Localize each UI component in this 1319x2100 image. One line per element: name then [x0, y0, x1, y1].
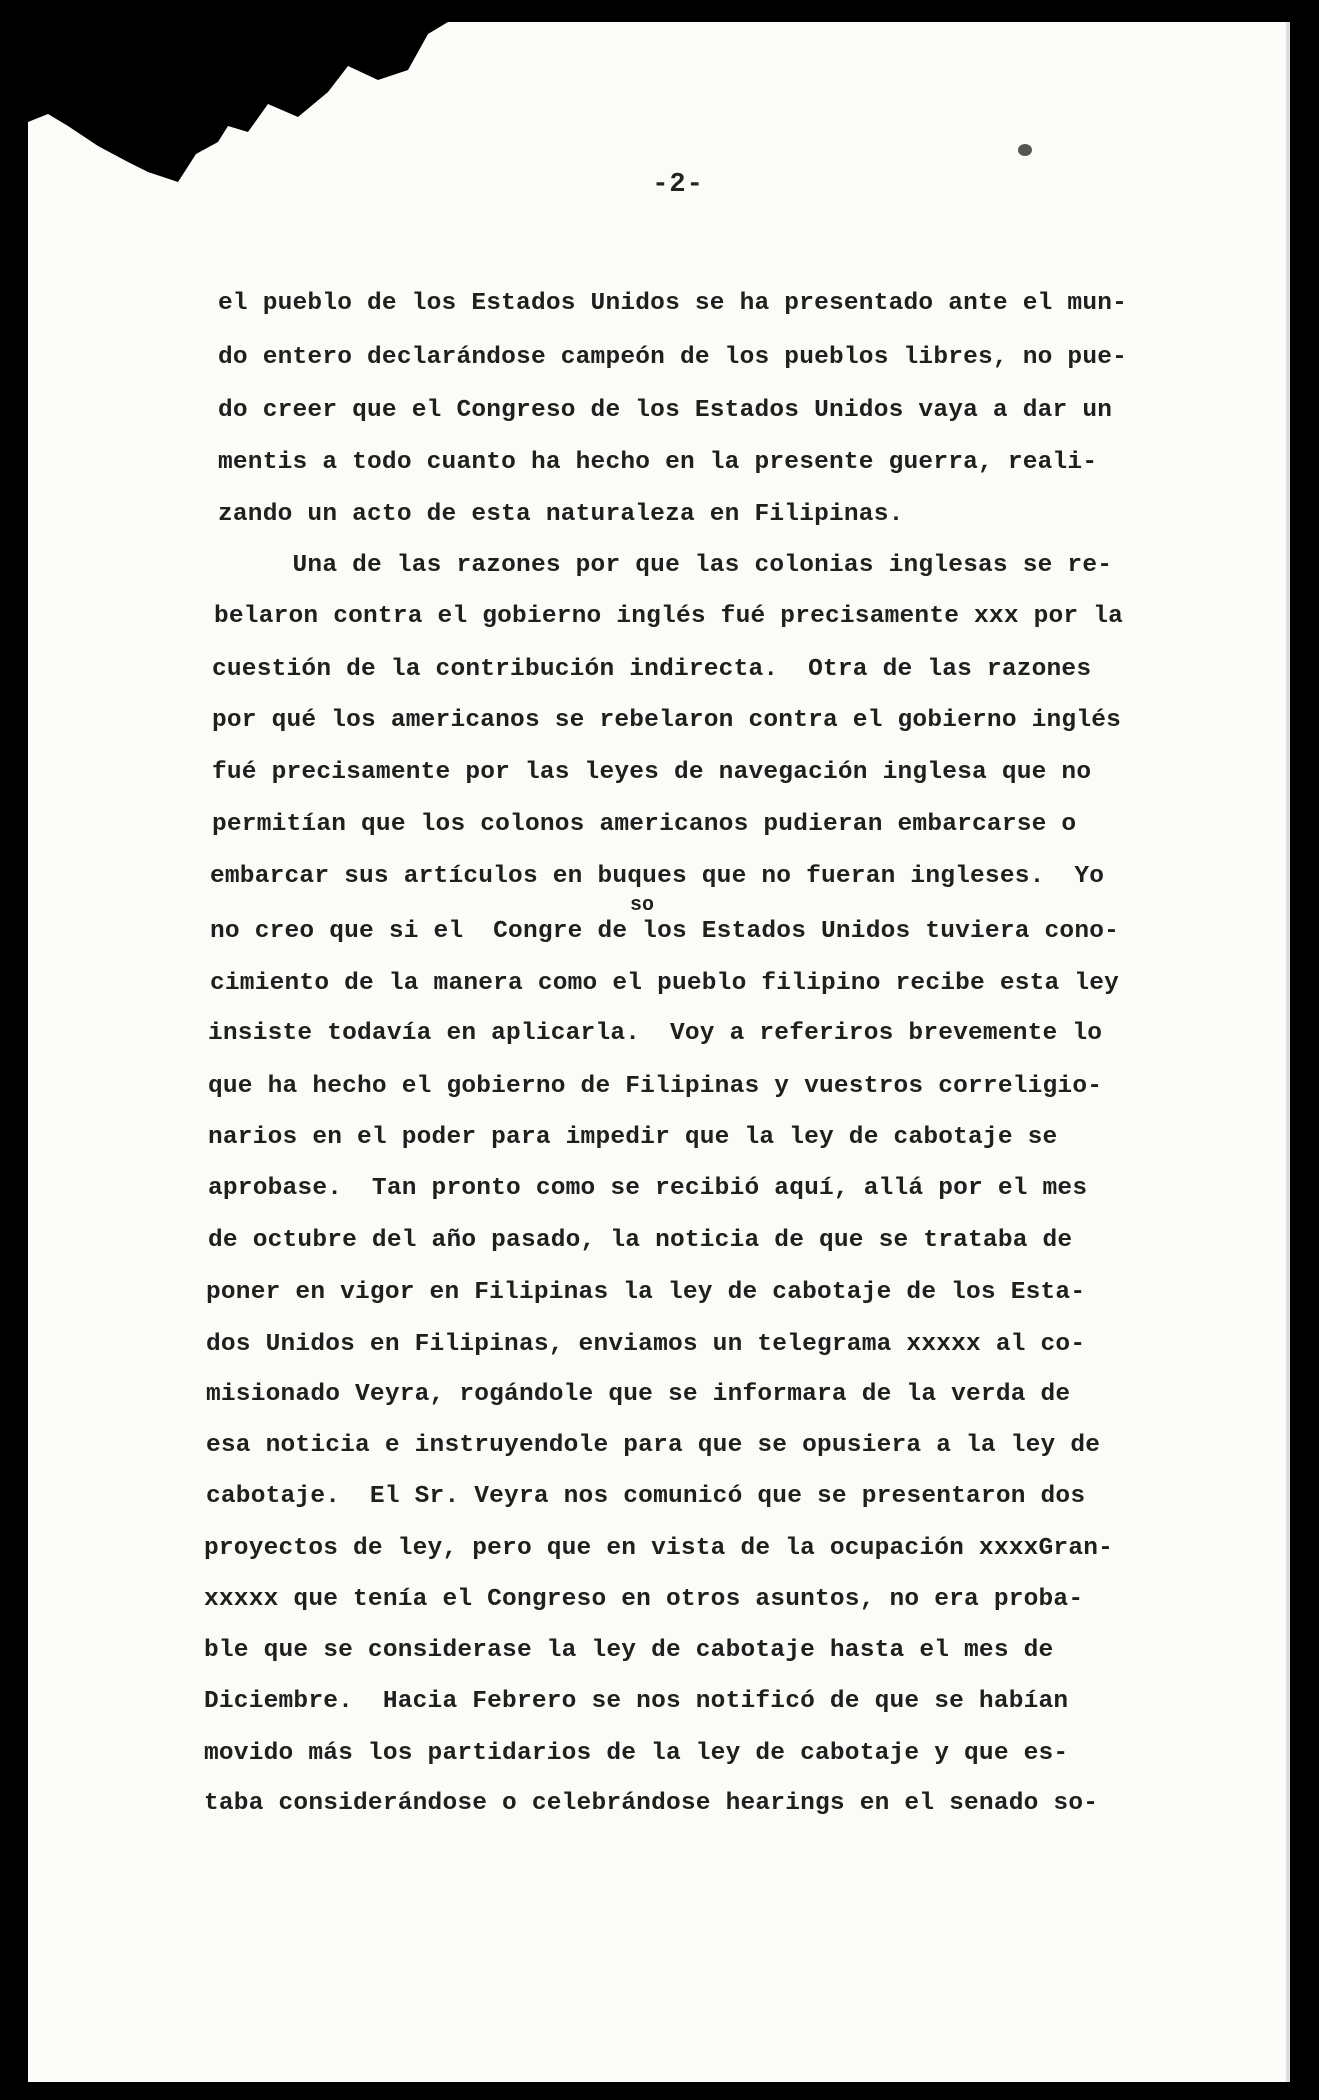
- text-line: proyectos de ley, pero que en vista de la ocupación xxxxGran-: [204, 1535, 1114, 1562]
- text-line: que ha hecho el gobierno de Filipinas y vuestros correligio-: [208, 1073, 1103, 1100]
- document-page: [28, 22, 1290, 2082]
- text-line: movido más los partidarios de la ley de cabotaje y que es-: [204, 1740, 1069, 1767]
- text-line: xxxxx que tenía el Congreso en otros asuntos, no era proba-: [204, 1586, 1084, 1613]
- text-line: do entero declarándose campeón de los pueblos libres, no pue-: [218, 344, 1128, 371]
- text-line: zando un acto de esta naturaleza en Filipinas.: [218, 501, 904, 528]
- text-line: misionado Veyra, rogándole que se informara de la verda de: [206, 1381, 1071, 1408]
- text-line: belaron contra el gobierno inglés fué precisamente xxx por la: [214, 603, 1124, 630]
- text-line: Una de las razones por que las colonias inglesas se re-: [218, 552, 1113, 579]
- text-line: do creer que el Congreso de los Estados Unidos vaya a dar un: [218, 397, 1113, 424]
- text-line: fué precisamente por las leyes de navegación inglesa que no: [212, 759, 1092, 786]
- text-line: cabotaje. El Sr. Veyra nos comunicó que se presentaron dos: [206, 1483, 1086, 1510]
- text-line: el pueblo de los Estados Unidos se ha presentado ante el mun-: [218, 290, 1128, 317]
- text-line: de octubre del año pasado, la noticia de que se trataba de: [208, 1227, 1073, 1254]
- text-line: cuestión de la contribución indirecta. Otra de las razones: [212, 656, 1092, 683]
- page-edge: [1286, 22, 1290, 2082]
- text-line: dos Unidos en Filipinas, enviamos un telegrama xxxxx al co-: [206, 1331, 1086, 1358]
- text-line: embarcar sus artículos en buques que no fueran ingleses. Yo: [210, 863, 1105, 890]
- text-line: poner en vigor en Filipinas la ley de cabotaje de los Esta-: [206, 1279, 1086, 1306]
- typed-insertion: so: [630, 894, 655, 917]
- text-line: por qué los americanos se rebelaron contra el gobierno inglés: [212, 707, 1122, 734]
- text-line: cimiento de la manera como el pueblo filipino recibe esta ley: [210, 970, 1120, 997]
- text-line: Diciembre. Hacia Febrero se nos notificó de que se habían: [204, 1688, 1069, 1715]
- text-line: aprobase. Tan pronto como se recibió aquí, allá por el mes: [208, 1175, 1088, 1202]
- ink-speck: [1018, 144, 1032, 156]
- text-line: no creo que si el Congre de los Estados Unidos tuviera cono-: [210, 918, 1120, 945]
- torn-corner: [28, 22, 448, 182]
- text-line: ble que se considerase la ley de cabotaje hasta el mes de: [204, 1637, 1054, 1664]
- text-line: esa noticia e instruyendole para que se opusiera a la ley de: [206, 1432, 1101, 1459]
- page-number: -2-: [652, 170, 704, 200]
- text-line: narios en el poder para impedir que la ley de cabotaje se: [208, 1124, 1058, 1151]
- text-line: mentis a todo cuanto ha hecho en la presente guerra, reali-: [218, 449, 1098, 476]
- text-line: insiste todavía en aplicarla. Voy a referiros brevemente lo: [208, 1020, 1103, 1047]
- text-line: permitían que los colonos americanos pudieran embarcarse o: [212, 811, 1077, 838]
- text-line: taba considerándose o celebrándose hearings en el senado so-: [204, 1790, 1099, 1817]
